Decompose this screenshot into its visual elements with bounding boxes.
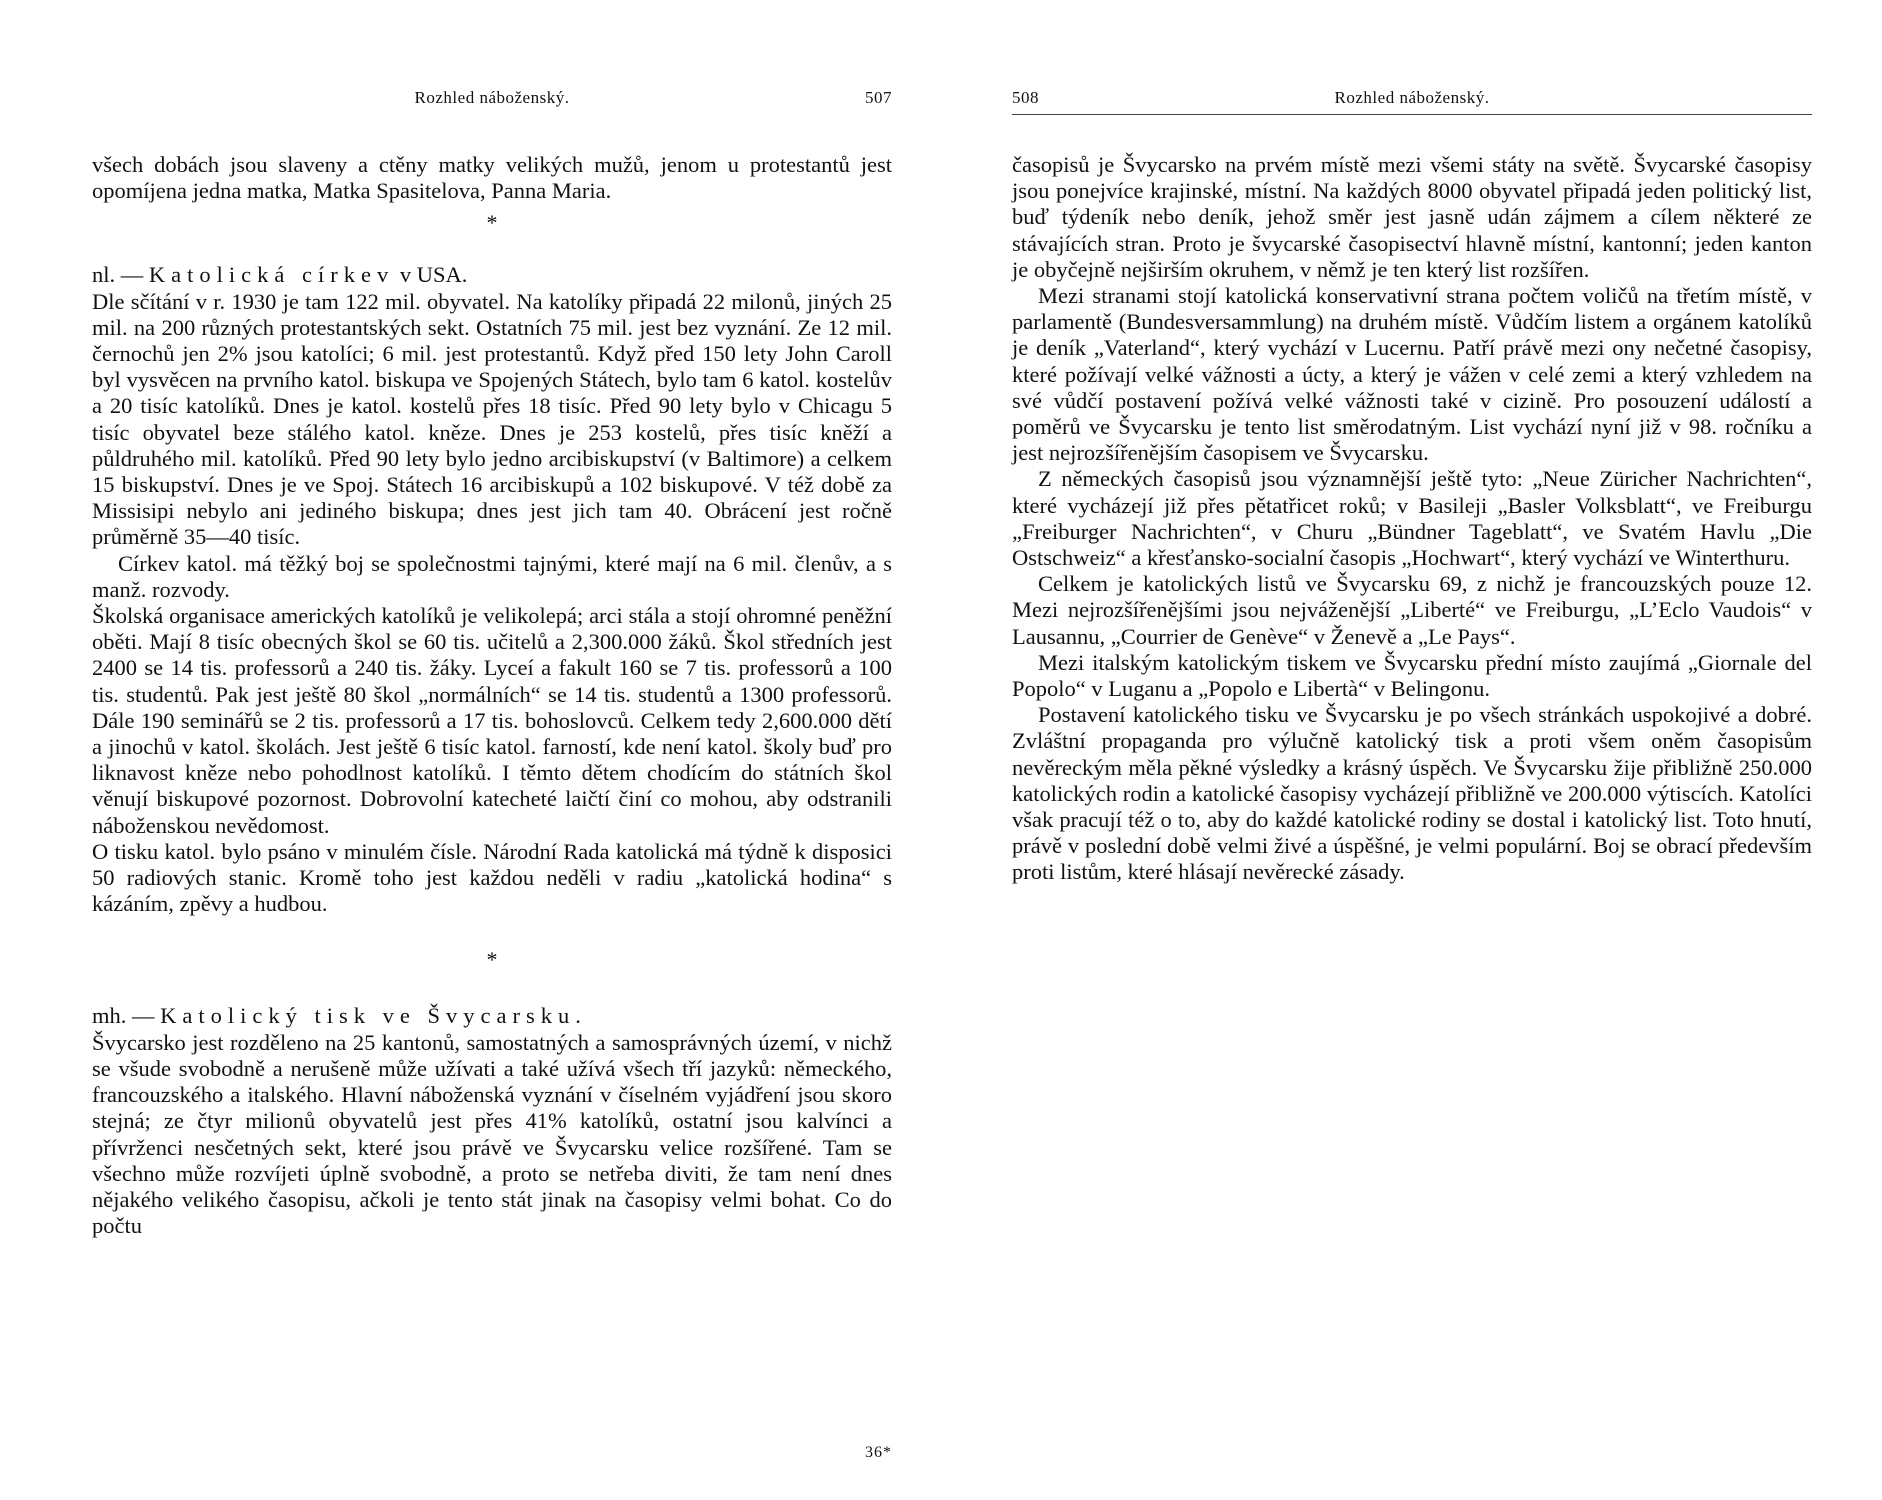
paragraph: O tisku katol. bylo psáno v minulém čísle. Národní Rada katolická má týdně k disposici 50 radiových stanic. Kromě toho jest každou neděli v radiu „katolická hodina“ s kázáním, zpěvy a hudbou. <box>92 838 892 917</box>
separator-star-2: * <box>486 947 498 973</box>
paragraph: Mezi stranami stojí katolická konservativní strana počtem voličů na třetím místě, v parlamentě (Bundesversammlung) na druhém místě. Vůdčím listem a orgánem katolíků je deník „Vaterland“, který vychází v Lucernu. Patří právě mezi ony nečetné časopisy, které požívají velké vážnosti a úcty, a který je vážen v celé zemi a který vzhledem na své vůdčí postavení požívá velké vážnosti také v cizině. Pro posouzení událostí a poměrů ve Švycarsku je tento list směrodatným. List vychází nyní již v 98. ročníku a jest nejrozšířenějším časopisem ve Švycarsku. <box>1012 283 1812 466</box>
section-heading-usa <box>92 262 892 288</box>
left-body <box>92 152 892 1239</box>
section-author: nl. — <box>92 262 144 288</box>
paragraph: Švycarsko jest rozděleno na 25 kantonů, samostatných a samosprávných území, v nichž se všude svobodně a nerušeně může užívati a také užívá všech tří jazyků: německého, francouzského a italského. Hlavní náboženská vyznání v číselném vyjádření jsou skoro stejná; ze čtyr milionů obyvatelů jest přes 41% katolíků, ostatní jsou kalvínci a přívrženci nesčetných sekt, které jsou právě ve Švycarsku velice rozšířené. Tam se všechno může rozvíjeti úplně svobodně, a proto se netřeba diviti, že tam není dnes nějakého velikého časopisu, ačkoli je tento stát jinak na časopisy velmi bohat. Co do počtu <box>92 1029 892 1239</box>
paragraph: Církev katol. má těžký boj se společnostmi tajnými, které mají na 6 mil. členův, a s manž. rozvody. <box>92 550 892 602</box>
separator-star-1: * <box>486 210 498 236</box>
signature-mark: 36* <box>865 1444 892 1461</box>
paragraph: Dle sčítání v r. 1930 je tam 122 mil. obyvatel. Na katolíky připadá 22 milonů, jiných 25 mil. na 200 různých protestantských sekt. Ostatních 75 mil. jest bez vyznání. Ze 12 mil. černochů jen 2% jsou katolíci; 6 mil. jest protestantů. Když před 150 lety John Caroll byl vysvěcen na prvního katol. biskupa ve Spojených Státech, bylo tam 6 katol. kostelův a 20 tisíc katolíků. Dnes je katol. kostelů přes 18 tisíc. Před 90 lety bylo v Chicagu 5 tisíc obyvatel beze stálého katol. kněze. Dnes je 253 kostelů, přes tisíc kněží a půldruhého mil. katolíků. Před 90 lety bylo jedno arcibiskupství (v Baltimore) a celkem 15 biskupství. Dnes je ve Spoj. Státech 16 arcibiskupů a 102 biskupové. V též době za Missisipi nebylo ani jediného biskupa; dnes jest jich tam 40. Obrácení jest ročně průměrně 35—40 tisíc. <box>92 288 892 550</box>
right-running-head <box>1012 88 1812 114</box>
section-author: mh. — <box>92 1003 155 1029</box>
header-rule <box>1012 114 1812 115</box>
intro-paragraph: všech dobách jsou slaveny a ctěny matky velikých mužů, jenom u protestantů jest opomíjena jedna matka, Matka Spasitelova, Panna Maria. <box>92 152 892 204</box>
right-header-title: Rozhled náboženský. <box>1334 88 1490 107</box>
paragraph: Mezi italským katolickým tiskem ve Švycarsku přední místo zaujímá „Giornale del Popolo“ v Luganu a „Popolo e Libertà“ v Belingonu. <box>1012 649 1812 702</box>
left-running-head <box>92 88 892 114</box>
section-heading-swiss <box>92 1003 892 1029</box>
right-body <box>1012 152 1812 886</box>
left-header-title: Rozhled náboženský. <box>414 88 570 107</box>
section-title-spaced: Katolická církev <box>148 262 395 288</box>
right-page-number: 508 <box>1012 88 1039 107</box>
paragraph: časopisů je Švycarsko na prvém místě mezi všemi státy na světě. Švycarské časopisy jsou ponejvíce krajinské, místní. Na každých 8000 obyvatel připadá jeden politický list, buď týdeník nebo deník, jehož směr jest jasně udán zájmem a cílem některé ze stávajících stran. Proto je švycarské časopisectví hlavně místní, kantonní; jeden kanton je obyčejně nejširším okruhem, v němž je ten který list rozšířen. <box>1012 152 1812 282</box>
paragraph: Celkem je katolických listů ve Švycarsku 69, z nichž je francouzských pouze 12. Mezi nejrozšířenějšími jsou nejváženější „Liberté“ ve Freiburgu, „L’Eclo Vaudois“ v Lausannu, „Courrier de Genève“ v Ženevě a „Le Pays“. <box>1012 571 1812 649</box>
paragraph: Z německých časopisů jsou významnější ještě tyto: „Neue Züricher Nachrichten“, které vycházejí již přes pětatřicet roků; v Basileji „Basler Volksblatt“, ve Freiburgu „Freiburger Nachrichten“, v Churu „Bündner Tageblatt“, ve Svatém Havlu „Die Ostschweiz“ a křesťansko-socialní časopis „Hochwart“, který vychází ve Winterthuru. <box>1012 466 1812 571</box>
paragraph: Postavení katolického tisku ve Švycarsku je po všech stránkách uspokojivé a dobré. Zvláštní propaganda pro výlučně katolický tisk a proti všem oněm časopisům nevěreckým měla pěkné výsledky a krásný úspěch. Ve Švycarsku žije přibližně 250.000 katolických rodin a katolické časopisy vycházejí přibližně ve 200.000 výtiscích. Katolíci však pracují též o to, aby do každé katolické rodiny se dostal i katolický list. Toto hnutí, právě v poslední době velmi živé a úspěšné, je velmi populární. Boj se obrací především proti listům, které hlásají nevěrecké zásady. <box>1012 702 1812 885</box>
left-page-number: 507 <box>865 88 892 107</box>
section-title-spaced: Katolický tisk ve Švycarsku. <box>160 1003 587 1029</box>
section-title-rest: v USA. <box>394 262 468 288</box>
paragraph: Školská organisace amerických katolíků je velikolepá; arci stála a stojí ohromné peněžní oběti. Mají 8 tisíc obecných škol se 60 tis. učitelů a 2,300.000 žáků. Škol středních jest 2400 se 14 tis. professorů a 240 tis. žáky. Lyceí a fakult 160 se 7 tis. professorů a 100 tis. studentů. Pak jest ještě 80 škol „normálních“ se 14 tis. studentů a 1300 professorů. Dále 190 seminářů se 2 tis. professorů a 17 tis. bohoslovců. Celkem tedy 2,600.000 dětí a jinochů v katol. školách. Jest ještě 6 tisíc katol. farností, kde není katol. školy buď pro liknavost kněze nebo pohodlnost katolíků. I těmto dětem chodícím do státních škol věnují biskupové pozornost. Dobrovolní katecheté laičtí činí co mohou, aby odstranili náboženskou nevědomost. <box>92 603 892 838</box>
